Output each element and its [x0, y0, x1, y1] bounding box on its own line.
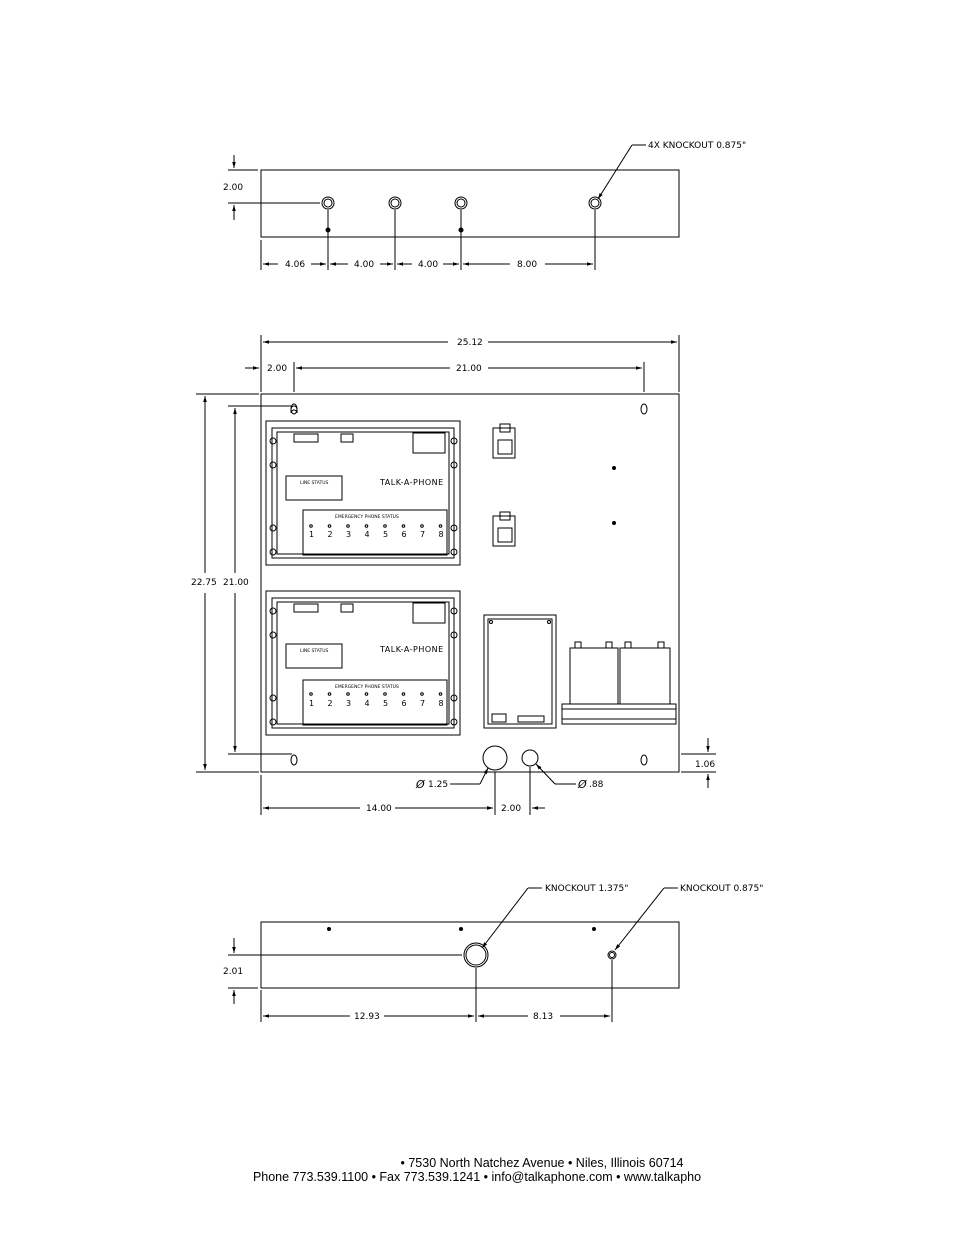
bottom-dim-2: 8.13 — [533, 1012, 554, 1022]
status-number-lower-3: 3 — [346, 699, 352, 708]
power-supply — [484, 615, 556, 728]
status-led-upper-3 — [347, 525, 350, 528]
status-number-upper-3: 3 — [346, 530, 352, 539]
top-dim-1: 4.06 — [285, 260, 306, 270]
status-led-lower-6 — [402, 693, 405, 696]
brand-label-lower: TALK-A-PHONE — [380, 645, 444, 654]
module-lower — [266, 591, 460, 735]
status-led-lower-2 — [328, 693, 331, 696]
front-dim-hole-large: 1.25 — [428, 780, 449, 790]
knockout-small — [522, 750, 538, 766]
footer-address: • 7530 North Natchez Avenue • Niles, Illinois 60714 — [400, 1156, 684, 1170]
status-number-lower-7: 7 — [420, 699, 426, 708]
status-led-upper-8 — [439, 525, 442, 528]
top-dim-4: 8.00 — [517, 260, 538, 270]
front-dim-bottom-right: 1.06 — [695, 760, 716, 770]
status-led-upper-4 — [365, 525, 368, 528]
front-dim-span: 21.00 — [456, 364, 482, 374]
status-number-upper-5: 5 — [383, 530, 389, 539]
brand-label-upper: TALK-A-PHONE — [380, 478, 444, 487]
bottom-dim-1: 12.93 — [354, 1012, 380, 1022]
front-dim-bottom-2: 2.00 — [501, 804, 522, 814]
top-dim-3: 4.00 — [418, 260, 439, 270]
front-dim-width: 25.12 — [457, 338, 483, 348]
front-view — [196, 335, 716, 815]
status-led-lower-3 — [347, 693, 350, 696]
status-number-lower-1: 1 — [309, 699, 315, 708]
status-led-lower-1 — [310, 693, 313, 696]
status-led-upper-2 — [328, 525, 331, 528]
front-dim-height-inner: 21.00 — [223, 578, 249, 588]
bottom-callout-small: KNOCKOUT 0.875" — [680, 884, 764, 894]
enclosure-outline — [261, 394, 679, 772]
status-number-lower-5: 5 — [383, 699, 389, 708]
status-led-lower-4 — [365, 693, 368, 696]
top-view — [228, 145, 679, 270]
batteries — [562, 642, 676, 724]
status-led-lower-5 — [384, 693, 387, 696]
status-number-lower-6: 6 — [401, 699, 407, 708]
top-dim-2: 4.00 — [354, 260, 375, 270]
emergency-numbers-upper — [309, 525, 444, 539]
emergency-status-lower: EMERGENCY PHONE STATUS — [335, 685, 399, 690]
status-number-upper-1: 1 — [309, 530, 315, 539]
status-number-upper-4: 4 — [364, 530, 370, 539]
front-dim-left: 2.00 — [267, 364, 288, 374]
diameter-symbol-large: Ø — [416, 778, 425, 791]
status-number-upper-2: 2 — [327, 530, 333, 539]
front-dim-bottom-1: 14.00 — [366, 804, 392, 814]
status-number-lower-8: 8 — [438, 699, 444, 708]
line-status-lower: LINE STATUS — [300, 649, 329, 654]
front-dim-height-outer: 22.75 — [191, 578, 217, 588]
status-led-upper-7 — [421, 525, 424, 528]
terminal-blocks — [493, 424, 616, 546]
status-number-upper-8: 8 — [438, 530, 444, 539]
bottom-view — [228, 888, 679, 1022]
line-status-upper: LINE STATUS — [300, 481, 329, 486]
mounting-holes — [291, 404, 647, 765]
status-led-lower-7 — [421, 693, 424, 696]
status-led-upper-1 — [310, 525, 313, 528]
emergency-numbers-lower — [309, 693, 444, 708]
front-dim-hole-small: .88 — [589, 780, 604, 790]
top-callout: 4X KNOCKOUT 0.875" — [648, 141, 747, 151]
status-led-upper-6 — [402, 525, 405, 528]
knockout-large — [483, 746, 507, 770]
module-upper — [266, 421, 460, 565]
diameter-symbol-small: Ø — [578, 778, 587, 791]
bottom-dim-height: 2.01 — [223, 967, 244, 977]
emergency-status-upper: EMERGENCY PHONE STATUS — [335, 515, 399, 520]
bottom-callout-large: KNOCKOUT 1.375" — [545, 884, 629, 894]
status-led-lower-8 — [439, 693, 442, 696]
top-dim-height: 2.00 — [223, 183, 244, 193]
status-led-upper-5 — [384, 525, 387, 528]
status-number-lower-2: 2 — [327, 699, 333, 708]
status-number-upper-6: 6 — [401, 530, 407, 539]
footer-contact: Phone 773.539.1100 • Fax 773.539.1241 • info@talkaphone.com • www.talkapho — [252, 1170, 702, 1184]
status-number-upper-7: 7 — [420, 530, 426, 539]
status-number-lower-4: 4 — [364, 699, 370, 708]
